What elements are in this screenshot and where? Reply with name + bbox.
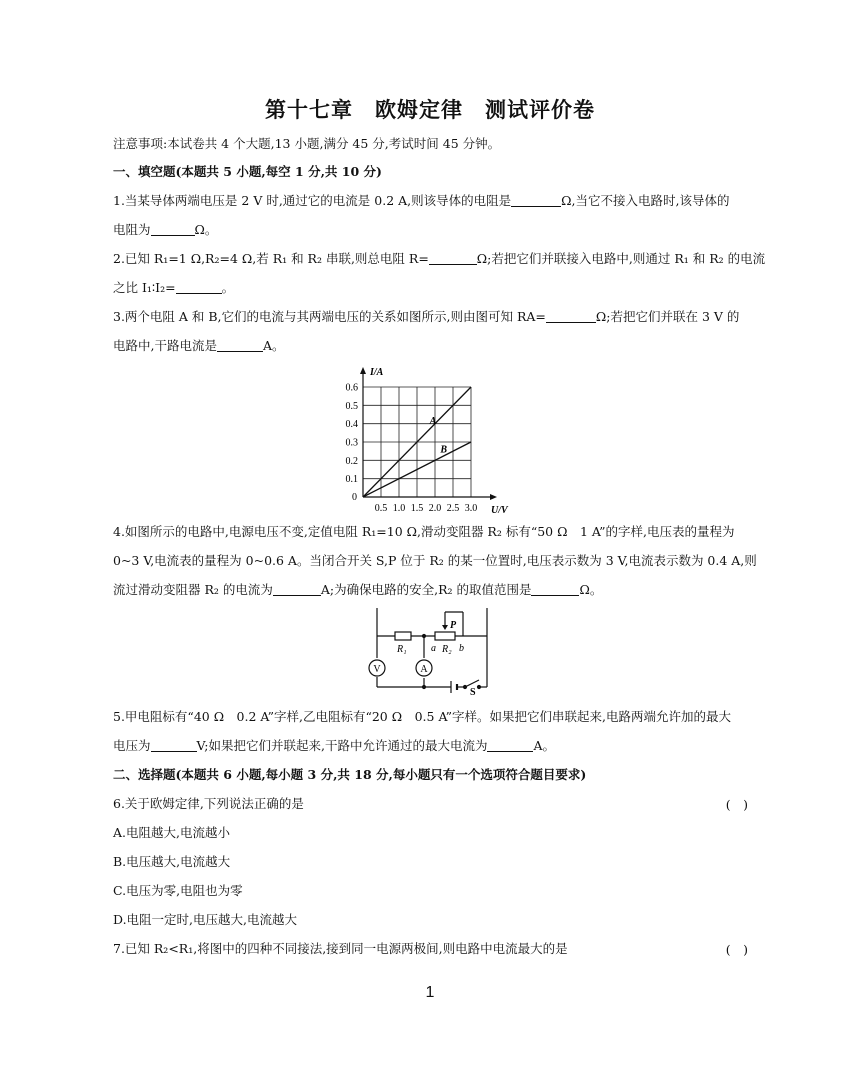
x-axis-arrow-icon: [490, 494, 497, 500]
q6-option-b[interactable]: B.电压越大,电流越大: [113, 854, 231, 869]
answer-blank[interactable]: [217, 339, 263, 352]
y-tick-label: 0.1: [345, 474, 358, 486]
y-tick-label: 0.2: [345, 455, 358, 467]
answer-blank[interactable]: [487, 739, 533, 752]
iu-graph: [338, 360, 518, 518]
q5-line2: 电压为 V;如果把它们并联起来,干路中允许通过的最大电流为 A。: [113, 738, 556, 753]
answer-blank[interactable]: [429, 252, 477, 265]
q1-line1: 1.当某导体两端电压是 2 V 时,通过它的电流是 0.2 A,则该导体的电阻是 Ω,当它不接入电路时,该导体的: [113, 193, 730, 208]
q4-line3: 流过滑动变阻器 R₂ 的电流为 A;为确保电路的安全,R₂ 的取值范围是 Ω。: [113, 582, 603, 597]
answer-blank[interactable]: [151, 223, 195, 236]
q4-line2: 0~3 V,电流表的量程为 0~0.6 A。当闭合开关 S,P 位于 R₂ 的某一位置时,电压表示数为 3 V,电流表示数为 0.4 A,则: [113, 553, 757, 568]
section2-heading: 二、选择题(本题共 6 小题,每小题 3 分,共 18 分,每小题只有一个选项符合题目要求): [113, 767, 587, 782]
y-tick-label: 0.5: [345, 400, 358, 412]
origin-label: 0: [352, 492, 357, 503]
notice: 注意事项:本试卷共 4 个大题,13 小题,满分 45 分,考试时间 45 分钟。: [113, 136, 501, 151]
y-tick-label: 0.6: [345, 382, 358, 394]
x-tick-label: 2.0: [428, 503, 442, 514]
x-tick-label: 0.5: [374, 503, 388, 514]
q3-line1: 3.两个电阻 A 和 B,它们的电流与其两端电压的关系如图所示,则由图可知 RA= Ω;若把它们并联在 3 V 的: [113, 309, 740, 324]
terminal-b-label: b: [459, 643, 464, 654]
x-tick-label: 1.5: [410, 503, 424, 514]
q6-answer-paren[interactable]: ( ): [725, 797, 748, 812]
q1-line2: 电阻为 Ω。: [113, 222, 218, 237]
answer-blank[interactable]: [546, 310, 596, 323]
answer-blank[interactable]: [531, 583, 579, 596]
r2-rheostat: [435, 632, 455, 640]
y-axis-label: I/A: [370, 367, 384, 378]
voltmeter-label: V: [373, 664, 381, 675]
x-axis-label: U/V: [491, 505, 508, 516]
terminal-a-label: a: [431, 643, 436, 654]
q4-line1: 4.如图所示的电路中,电源电压不变,定值电阻 R₁=10 Ω,滑动变阻器 R₂ 标有“50 Ω 1 A”的字样,电压表的量程为: [113, 524, 735, 539]
q6-option-a[interactable]: A.电阻越大,电流越小: [113, 825, 230, 840]
q2-line1: 2.已知 R₁=1 Ω,R₂=4 Ω,若 R₁ 和 R₂ 串联,则总电阻 R= Ω;若把它们并联接入电路中,则通过 R₁ 和 R₂ 的电流: [113, 251, 766, 266]
answer-blank[interactable]: [511, 194, 561, 207]
answer-blank[interactable]: [151, 739, 197, 752]
answer-blank[interactable]: [176, 281, 222, 294]
q2-line2: 之比 I₁∶I₂= 。: [113, 280, 235, 295]
r1-resistor: [395, 632, 411, 640]
answer-blank[interactable]: [273, 583, 321, 596]
r2-label: R₂: [442, 644, 452, 655]
section1-heading: 一、填空题(本题共 5 小题,每空 1 分,共 10 分): [113, 164, 382, 179]
x-tick-label: 1.0: [392, 503, 406, 514]
switch-label: S: [470, 687, 476, 696]
series-label-b: B: [440, 444, 448, 456]
slider-arrow-icon: [442, 625, 448, 630]
page-number: 1: [425, 984, 435, 1001]
q6-option-d[interactable]: D.电阻一定时,电压越大,电流越大: [113, 912, 297, 927]
x-tick-label: 2.5: [446, 503, 460, 514]
q7-stem: 7.已知 R₂<R₁,将图中的四种不同接法,接到同一电源两极间,则电路中电流最大的是: [113, 941, 568, 956]
q6-stem: 6.关于欧姆定律,下列说法正确的是: [113, 796, 304, 811]
x-tick-label: 3.0: [464, 503, 478, 514]
y-tick-label: 0.3: [345, 437, 358, 449]
q3-line2: 电路中,干路电流是 A。: [113, 338, 285, 353]
y-axis-arrow-icon: [360, 367, 366, 374]
q6-option-c[interactable]: C.电压为零,电阻也为零: [113, 883, 243, 898]
q7-answer-paren[interactable]: ( ): [725, 942, 748, 957]
ammeter-label: A: [420, 664, 428, 675]
slider-p-label: P: [450, 620, 457, 631]
q5-line1: 5.甲电阻标有“40 Ω 0.2 A”字样,乙电阻标有“20 Ω 0.5 A”字样。如果把它们串联起来,电路两端允许加的最大: [113, 709, 732, 724]
y-tick-label: 0.4: [345, 419, 358, 431]
circuit-diagram: [365, 606, 505, 696]
page-title: 第十七章 欧姆定律 测试评价卷: [265, 98, 595, 122]
r1-label: R₁: [397, 644, 407, 655]
series-label-a: A: [429, 416, 437, 428]
switch-s: [465, 680, 479, 687]
